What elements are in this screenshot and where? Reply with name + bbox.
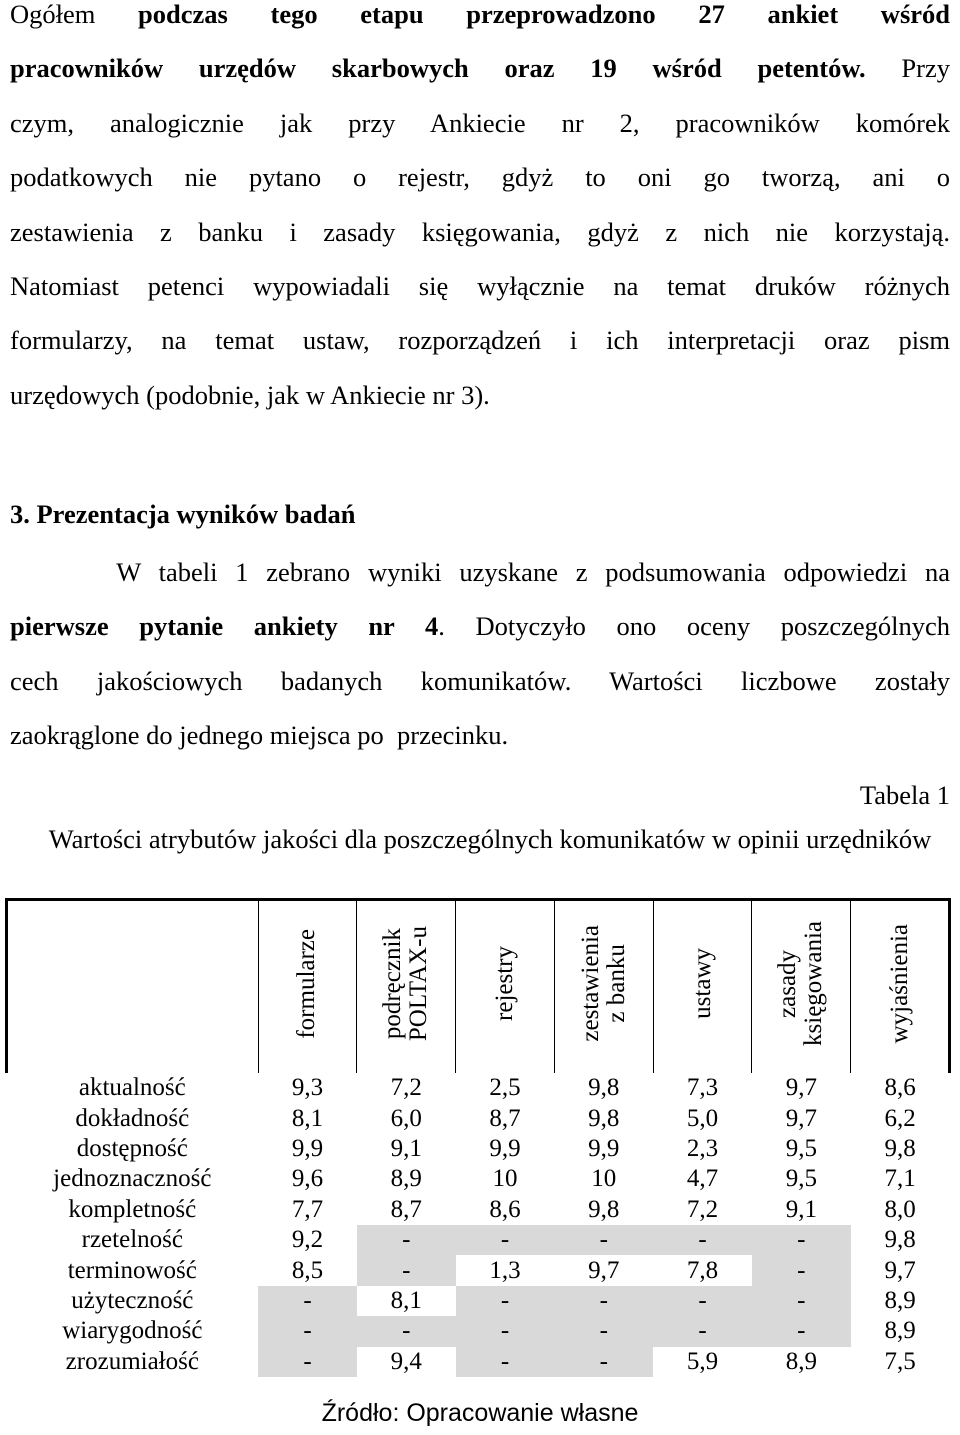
p2-line-3: cech jakościowych badanych komunikatów. Wartości liczbowe zostały bbox=[10, 665, 950, 696]
table-cell: - bbox=[357, 1316, 456, 1346]
table-cell: - bbox=[357, 1225, 456, 1255]
table-cell: 9,1 bbox=[785, 1195, 817, 1223]
column-header: wyjaśnienia bbox=[851, 900, 950, 1074]
table-cell: 9,8 bbox=[588, 1104, 620, 1132]
column-header: zasady księgowania bbox=[752, 900, 851, 1074]
table-cell: 8,9 bbox=[390, 1165, 422, 1193]
table-cell: 9,8 bbox=[884, 1226, 916, 1254]
table-cell: - bbox=[554, 1347, 653, 1377]
table-cell: 2,3 bbox=[686, 1134, 719, 1162]
table-cell: - bbox=[653, 1286, 752, 1316]
table-row bbox=[7, 1225, 950, 1255]
table-cell: 2,5 bbox=[489, 1074, 521, 1102]
table-title: Wartości atrybutów jakości dla poszczególnych komunikatów w opinii urzędników bbox=[48, 824, 932, 854]
row-label: wiarygodność bbox=[62, 1317, 203, 1345]
table-cell: - bbox=[554, 1286, 653, 1316]
table-cell: 7,5 bbox=[884, 1347, 916, 1375]
table-corner-cell bbox=[7, 900, 259, 1074]
p2-line-1: W tabeli 1 zebrano wyniki uzyskane z podsumowania odpowiedzi na bbox=[10, 557, 950, 587]
table-cell: 9,7 bbox=[884, 1256, 916, 1284]
table-row bbox=[7, 1286, 950, 1316]
table-cell: - bbox=[554, 1316, 653, 1346]
table-cell: 7,1 bbox=[884, 1165, 916, 1193]
row-label: dostępność bbox=[76, 1134, 188, 1162]
table-cell: - bbox=[456, 1347, 555, 1377]
table-cell: - bbox=[258, 1316, 357, 1346]
table-cell: - bbox=[357, 1255, 456, 1285]
p1-line-4: podatkowych nie pytano o rejestr, gdyż to oni go tworzą, ani o bbox=[10, 162, 950, 193]
table-cell: 9,7 bbox=[588, 1256, 620, 1284]
row-label: kompletność bbox=[68, 1195, 197, 1223]
table-cell: 8,7 bbox=[489, 1104, 521, 1132]
table-cell: 8,7 bbox=[390, 1195, 422, 1223]
table-cell: 9,8 bbox=[588, 1074, 620, 1102]
column-header: zestawienia z banku bbox=[554, 900, 653, 1074]
table-cell: 7,2 bbox=[686, 1195, 719, 1223]
row-label: aktualność bbox=[78, 1074, 186, 1102]
p1-line-2: pracowników urzędów skarbowych oraz 19 wśród petentów. Przy bbox=[10, 53, 951, 84]
table-cell: - bbox=[653, 1316, 752, 1346]
table-cell: 6,2 bbox=[884, 1104, 916, 1132]
table-cell: 7,7 bbox=[291, 1195, 324, 1223]
table-cell: - bbox=[653, 1225, 752, 1255]
table-row bbox=[7, 1255, 950, 1285]
column-header: formularze bbox=[258, 900, 357, 1074]
table-cell: 7,3 bbox=[686, 1074, 719, 1102]
table-cell: - bbox=[258, 1286, 357, 1316]
table-cell: 10 bbox=[591, 1165, 617, 1193]
table-cell: - bbox=[752, 1316, 851, 1346]
table-cell: 9,8 bbox=[588, 1195, 620, 1223]
table-cell: - bbox=[456, 1286, 555, 1316]
table-cell: 9,1 bbox=[390, 1134, 422, 1162]
table-cell: - bbox=[456, 1225, 555, 1255]
table-row bbox=[7, 1195, 950, 1225]
p2-line-4: zaokrąglone do jednego miejsca po przecinku. bbox=[10, 720, 509, 751]
table-cell: - bbox=[752, 1225, 851, 1255]
p1-line-5: zestawienia z banku i zasady księgowania, gdyż z nich nie korzystają. bbox=[10, 216, 950, 247]
table-cell: 8,9 bbox=[884, 1317, 916, 1345]
column-header: podręcznik POLTAX-u bbox=[357, 900, 456, 1074]
section-heading: 3. Prezentacja wyników badań bbox=[10, 499, 356, 529]
table-cell: 8,9 bbox=[884, 1286, 916, 1314]
paragraph-1 bbox=[10, 0, 950, 422]
table-cell: - bbox=[554, 1225, 653, 1255]
table-row bbox=[7, 1103, 950, 1133]
row-label: dokładność bbox=[75, 1104, 190, 1132]
table-cell: 9,2 bbox=[291, 1226, 324, 1254]
table-cell: 9,5 bbox=[785, 1134, 817, 1162]
table-cell: - bbox=[456, 1316, 555, 1346]
table-cell: 5,0 bbox=[686, 1104, 719, 1132]
table-row bbox=[7, 1073, 950, 1103]
column-header: rejestry bbox=[456, 900, 555, 1074]
table-cell: 8,0 bbox=[884, 1195, 916, 1223]
column-header: ustawy bbox=[653, 900, 752, 1074]
table-cell: - bbox=[258, 1347, 357, 1377]
table-cell: 9,9 bbox=[291, 1134, 324, 1162]
table-cell: 4,7 bbox=[686, 1165, 719, 1193]
p1-line-1: Ogółem podczas tego etapu przeprowadzono 27 ankiet wśród bbox=[10, 0, 951, 29]
row-label: terminowość bbox=[67, 1256, 197, 1284]
table-cell: 7,2 bbox=[390, 1074, 422, 1102]
table-cell: 7,8 bbox=[686, 1256, 719, 1284]
table-source: Źródło: Opracowanie własne bbox=[321, 1399, 639, 1427]
table-row bbox=[7, 1134, 950, 1164]
quality-attributes-table bbox=[5, 898, 951, 1377]
table-cell: 8,1 bbox=[291, 1104, 324, 1132]
row-label: użyteczność bbox=[71, 1286, 194, 1314]
table-cell: 10 bbox=[492, 1165, 518, 1193]
table-cell: 9,9 bbox=[489, 1134, 521, 1162]
table-cell: 9,7 bbox=[785, 1074, 817, 1102]
table-cell: 9,5 bbox=[785, 1165, 817, 1193]
table-cell: 9,4 bbox=[390, 1347, 422, 1375]
p1-line-7: formularzy, na temat ustaw, rozporządzeń i ich interpretacji oraz pism bbox=[10, 325, 950, 356]
p1-line-6: Natomiast petenci wypowiadali się wyłącznie na temat druków różnych bbox=[10, 271, 950, 302]
paragraph-2 bbox=[10, 545, 950, 763]
table-cell: 8,1 bbox=[390, 1286, 422, 1314]
table-cell: 8,6 bbox=[884, 1074, 916, 1102]
table-cell: - bbox=[752, 1255, 851, 1285]
table-cell: 8,5 bbox=[291, 1256, 324, 1284]
table-cell: 6,0 bbox=[390, 1104, 422, 1132]
table-row bbox=[7, 1316, 950, 1346]
p1-line-3: czym, analogicznie jak przy Ankiecie nr 2, pracowników komórek bbox=[10, 107, 950, 138]
table-cell: 9,9 bbox=[588, 1134, 620, 1162]
table-label: Tabela 1 bbox=[859, 780, 950, 810]
table-cell: 9,7 bbox=[785, 1104, 817, 1132]
table-row bbox=[7, 1164, 950, 1194]
p2-line-2: pierwsze pytanie ankiety nr 4. Dotyczyło ono oceny poszczególnych bbox=[10, 611, 950, 642]
table-body bbox=[7, 1073, 950, 1377]
table-row bbox=[7, 1347, 950, 1377]
p1-line-8: urzędowych (podobnie, jak w Ankiecie nr 3). bbox=[10, 379, 490, 410]
table-cell: - bbox=[752, 1286, 851, 1316]
table-cell: 8,6 bbox=[489, 1195, 521, 1223]
table-cell: 9,6 bbox=[291, 1165, 324, 1193]
table-cell: 8,9 bbox=[785, 1347, 817, 1375]
table-cell: 9,8 bbox=[884, 1134, 916, 1162]
table-cell: 1,3 bbox=[489, 1256, 521, 1284]
row-label: rzetelność bbox=[81, 1226, 183, 1254]
table-cell: 9,3 bbox=[291, 1074, 324, 1102]
row-label: zrozumiałość bbox=[65, 1347, 199, 1375]
row-label: jednoznaczność bbox=[53, 1165, 212, 1193]
table-cell: 5,9 bbox=[686, 1347, 719, 1375]
table-header-row bbox=[7, 900, 950, 1074]
